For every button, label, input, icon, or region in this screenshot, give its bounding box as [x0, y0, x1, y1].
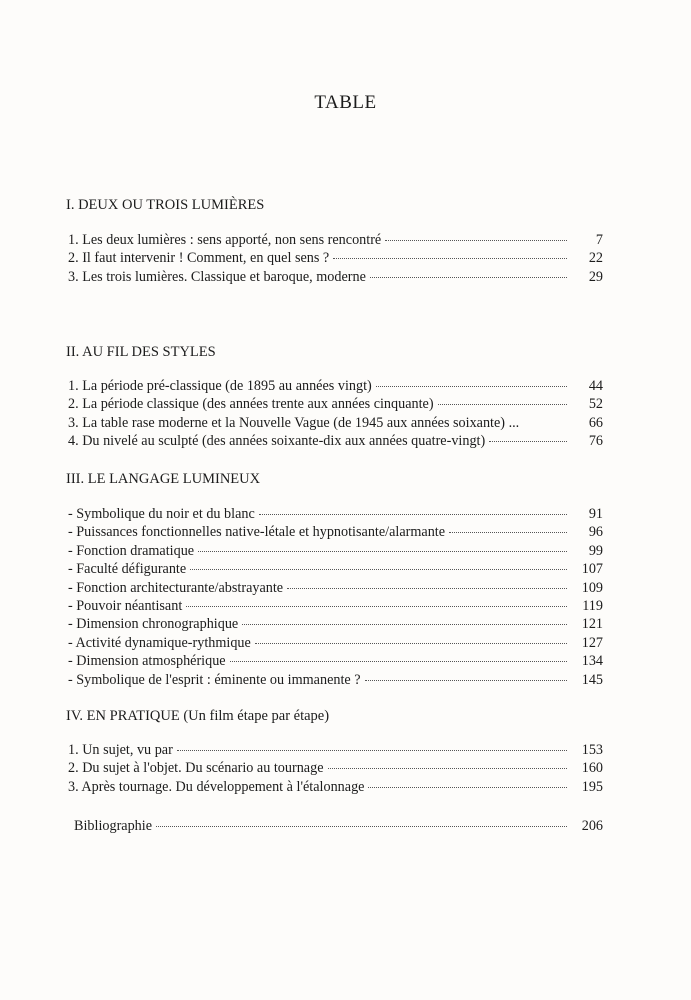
toc-entry [68, 432, 603, 450]
entry-title: - Dimension chronographique [68, 616, 239, 633]
entry-title: - Activité dynamique-rythmique [68, 634, 251, 651]
toc-entry [68, 778, 603, 796]
dot-leader [242, 623, 567, 625]
section-heading-2: II. AU FIL DES STYLES [66, 344, 216, 360]
entry-page: 91 [588, 506, 603, 522]
toc-entry [68, 597, 603, 615]
dot-leader [186, 605, 567, 607]
section-1-entries [68, 231, 603, 286]
page-title: TABLE [314, 92, 377, 113]
entry-title: - Fonction dramatique [68, 542, 195, 559]
toc-entry [68, 414, 603, 432]
toc-entry [68, 560, 603, 578]
toc-entry [68, 523, 603, 541]
toc-entry [68, 542, 603, 560]
section-2-entries [68, 377, 603, 451]
dot-leader [333, 257, 567, 259]
entry-title: 1. La période pré-classique (de 1895 au années vingt) [68, 378, 372, 394]
dot-leader [368, 786, 567, 788]
entry-title: - Dimension atmosphérique [68, 653, 226, 670]
bibliography-entry [74, 817, 603, 835]
entry-title: 1. Un sujet, vu par [68, 742, 173, 758]
entry-page: 52 [588, 396, 603, 413]
dot-leader [385, 239, 567, 241]
entry-page: 206 [581, 818, 603, 834]
entry-page: 134 [581, 653, 603, 670]
entry-page: 96 [588, 524, 603, 541]
entry-title: 2. Il faut intervenir ! Comment, en quel sens ? [68, 250, 330, 267]
section-heading-3: III. LE LANGAGE LUMINEUX [66, 471, 261, 487]
dot-leader [190, 568, 567, 570]
entry-page: 127 [581, 634, 603, 651]
entry-page: 7 [595, 232, 603, 248]
entry-title: 1. Les deux lumières : sens apporté, non sens rencontré [68, 232, 382, 248]
entry-title: 3. La table rase moderne et la Nouvelle Vague (de 1945 aux années soixante) ... [68, 414, 520, 431]
entry-page: 119 [582, 597, 603, 614]
entry-page: 107 [581, 561, 603, 578]
toc-entry [68, 615, 603, 633]
toc-entry [68, 579, 603, 597]
entry-page: 109 [581, 579, 603, 596]
dot-leader [287, 587, 567, 589]
entry-title: Bibliographie [74, 818, 153, 834]
dot-leader [259, 513, 567, 515]
entry-title: - Fonction architecturante/abstrayante [68, 579, 284, 596]
toc-entry [68, 395, 603, 413]
entry-page: 160 [581, 760, 603, 777]
entry-page: 153 [581, 742, 603, 758]
toc-entry [68, 249, 603, 267]
dot-leader [365, 679, 567, 681]
entry-title: 2. La période classique (des années trente aux années cinquante) [68, 396, 434, 413]
entry-page: 66 [588, 414, 603, 431]
bibliography-entry-wrap [74, 817, 603, 835]
entry-page: 195 [581, 778, 603, 795]
entry-title: - Symbolique du noir et du blanc [68, 506, 255, 522]
entry-title: 2. Du sujet à l'objet. Du scénario au tournage [68, 760, 324, 777]
entry-page: 145 [581, 671, 603, 688]
section-3-entries [68, 505, 603, 689]
toc-entry [68, 759, 603, 777]
dot-leader [177, 749, 567, 751]
entry-title: - Puissances fonctionnelles native-létale et hypnotisante/alarmante [68, 524, 446, 541]
toc-entry [68, 652, 603, 670]
dot-leader [376, 385, 567, 387]
entry-title: - Symbolique de l'esprit : éminente ou immanente ? [68, 671, 361, 688]
section-4-entries [68, 741, 603, 796]
toc-entry [68, 377, 603, 395]
entry-title: 4. Du nivelé au sculpté (des années soixante-dix aux années quatre-vingt) [68, 433, 486, 450]
entry-page: 29 [588, 268, 603, 285]
toc-entry [68, 671, 603, 689]
entry-page: 99 [588, 542, 603, 559]
section-heading-1: I. DEUX OU TROIS LUMIÈRES [66, 197, 265, 213]
dot-leader [438, 403, 567, 405]
dot-leader [156, 825, 567, 827]
toc-entry [68, 505, 603, 523]
dot-leader [449, 531, 567, 533]
entry-page: 121 [581, 616, 603, 633]
toc-entry [68, 231, 603, 249]
entry-title: 3. Après tournage. Du développement à l'étalonnage [68, 778, 365, 795]
dot-leader [230, 660, 567, 662]
toc-entry [68, 268, 603, 286]
dot-leader [489, 440, 567, 442]
entry-title: - Pouvoir néantisant [68, 597, 183, 614]
entry-page: 22 [588, 250, 603, 267]
dot-leader [523, 423, 567, 424]
entry-page: 76 [588, 433, 603, 450]
dot-leader [370, 276, 567, 278]
toc-entry [68, 741, 603, 759]
dot-leader [328, 767, 568, 769]
dot-leader [198, 550, 567, 552]
toc-entry [68, 634, 603, 652]
entry-page: 44 [588, 378, 603, 394]
dot-leader [255, 642, 567, 644]
section-heading-4: IV. EN PRATIQUE (Un film étape par étape) [66, 708, 330, 724]
entry-title: 3. Les trois lumières. Classique et baroque, moderne [68, 268, 366, 285]
entry-title: - Faculté défigurante [68, 561, 187, 578]
